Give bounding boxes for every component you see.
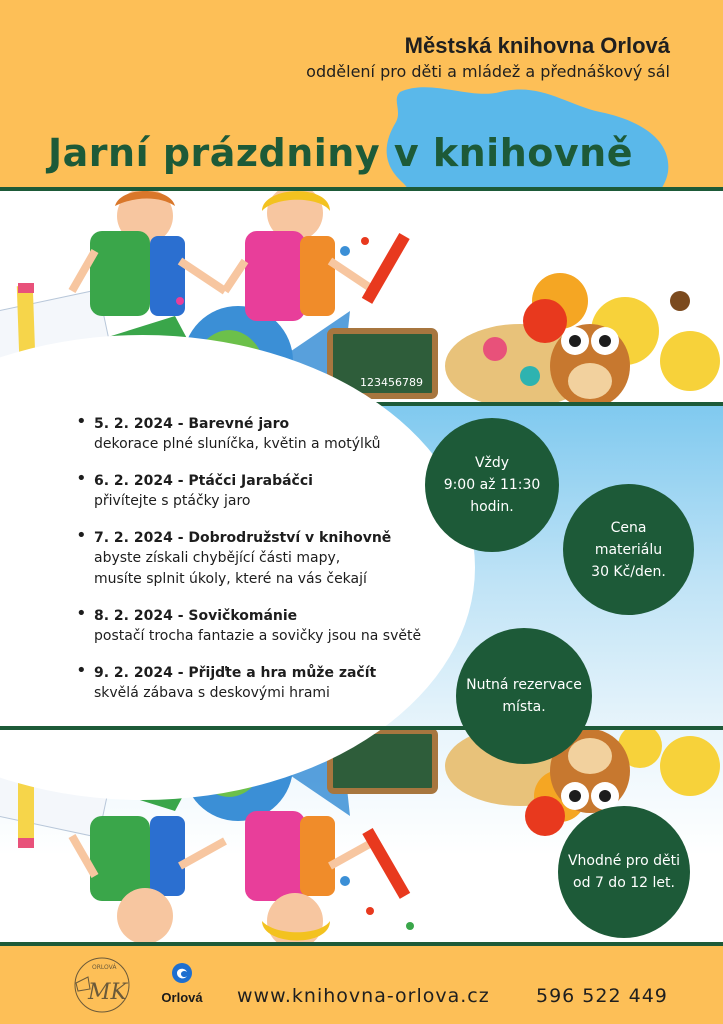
info-line: místa. xyxy=(502,699,546,715)
info-line: 30 Kč/den. xyxy=(591,563,666,580)
phone-number: 596 522 449 xyxy=(536,985,668,1007)
info-line: Vždy xyxy=(474,455,510,471)
city-logo xyxy=(152,962,212,1005)
event-description xyxy=(94,626,478,647)
info-line: Cena xyxy=(610,519,647,536)
poster-title: Jarní prázdniny v knihovně xyxy=(48,131,633,175)
event-date-title: • 7. 2. 2024 - Dobrodružství v knihovně xyxy=(94,530,392,546)
info-line: Vhodné pro děti xyxy=(567,853,681,869)
event-date-title: • 5. 2. 2024 - Barevné jaro xyxy=(94,416,290,432)
event-date-title: • 8. 2. 2024 - Sovičkománie xyxy=(94,608,298,624)
event-description-line: dekorace plné sluníčka, květin a motýlků xyxy=(94,436,381,452)
chalkboard-numbers: 123456789 xyxy=(360,376,423,389)
library-logo-initials: MK xyxy=(88,980,127,1005)
info-line: materiálu xyxy=(594,541,663,558)
library-logo-icon xyxy=(70,955,134,1015)
department-subtitle: oddělení pro děti a mládež a přednáškový sál xyxy=(306,62,670,81)
library-logo-small-text: ORLOVÁ xyxy=(92,964,117,971)
event-description xyxy=(94,548,478,590)
info-circle-time xyxy=(425,418,559,552)
orlova-logo-icon xyxy=(171,962,193,984)
event-date-title: • 9. 2. 2024 - Přijďte a hra může začít xyxy=(94,665,377,681)
info-circle-age xyxy=(558,806,690,938)
event-date-title: • 6. 2. 2024 - Ptáčci Jarabáčci xyxy=(94,473,313,489)
info-circle-reservation xyxy=(456,628,592,764)
city-logo-text: Orlová xyxy=(161,990,203,1005)
event-description-line: musíte splnit úkoly, které na vás čekají xyxy=(94,571,367,587)
event-item xyxy=(78,414,478,455)
event-description-line: skvělá zábava s deskovými hrami xyxy=(94,685,330,701)
website-link[interactable]: www.knihovna-orlova.cz xyxy=(237,985,490,1007)
library-name: Městská knihovna Orlová xyxy=(404,33,670,58)
event-description xyxy=(94,683,478,704)
info-circle-price xyxy=(563,484,694,615)
event-item xyxy=(78,471,478,512)
event-description-line: postačí trocha fantazie a sovičky jsou na světě xyxy=(94,628,422,644)
event-description-line: abyste získali chybějící části mapy, xyxy=(94,550,341,566)
info-line: 9:00 až 11:30 xyxy=(443,477,541,493)
divider-footer xyxy=(0,942,723,946)
event-item xyxy=(78,528,478,590)
event-item xyxy=(78,663,478,704)
event-item xyxy=(78,606,478,647)
info-line: Nutná rezervace xyxy=(466,677,582,693)
event-description xyxy=(94,434,478,455)
event-description xyxy=(94,491,478,512)
divider-mid-bottom xyxy=(0,726,723,730)
event-description-line: přivítejte s ptáčky jaro xyxy=(94,493,251,509)
info-line: od 7 do 12 let. xyxy=(573,875,675,891)
event-list xyxy=(78,414,478,720)
info-line: hodin. xyxy=(470,499,514,515)
